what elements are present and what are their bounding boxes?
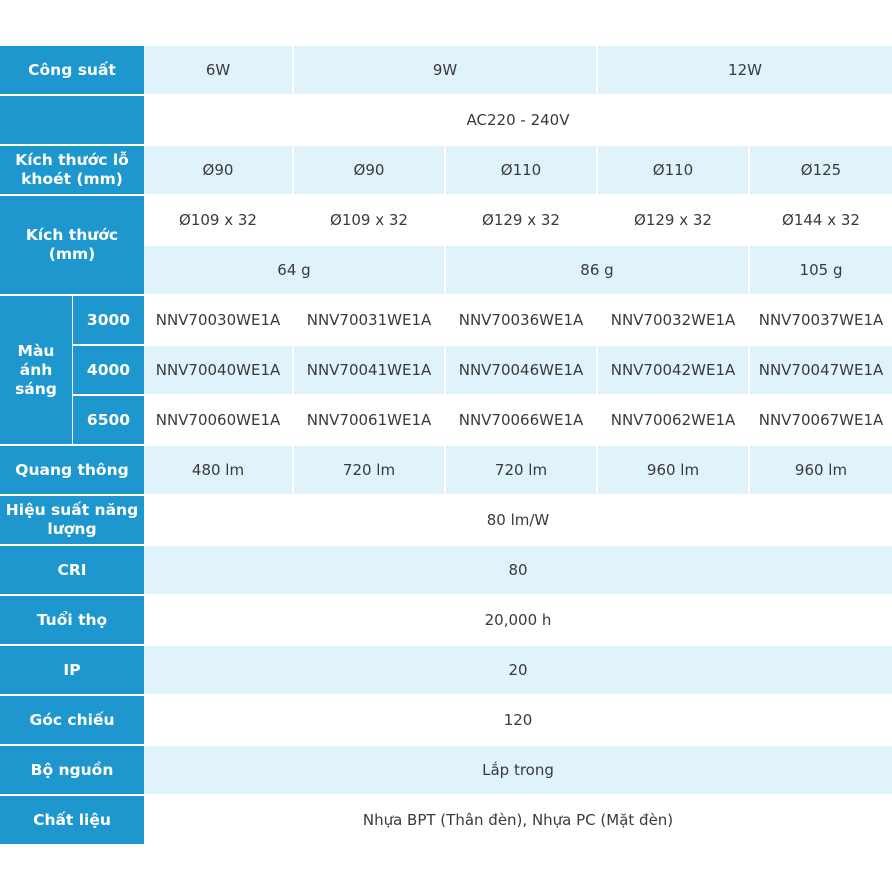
value-cutout: Ø90 <box>294 146 446 196</box>
model-code: NNV70031WE1A <box>294 296 446 346</box>
value-weight: 105 g <box>750 246 892 296</box>
model-code: NNV70037WE1A <box>750 296 892 346</box>
row-ip <box>0 646 892 696</box>
model-code: NNV70066WE1A <box>446 396 598 446</box>
model-code: NNV70040WE1A <box>144 346 294 396</box>
label-power: Công suất <box>0 46 144 96</box>
label-voltage-empty <box>0 96 144 146</box>
value-driver: Lắp trong <box>144 746 892 796</box>
value-power-6w: 6W <box>144 46 294 96</box>
value-flux: 960 lm <box>750 446 892 496</box>
value-cutout: Ø125 <box>750 146 892 196</box>
value-cutout: Ø90 <box>144 146 294 196</box>
row-color-6500 <box>0 396 892 446</box>
model-code: NNV70032WE1A <box>598 296 750 346</box>
value-cutout: Ø110 <box>446 146 598 196</box>
value-cri: 80 <box>144 546 892 596</box>
model-code: NNV70061WE1A <box>294 396 446 446</box>
value-material: Nhựa BPT (Thân đèn), Nhựa PC (Mặt đèn) <box>144 796 892 846</box>
label-temp-4000: 4000 <box>72 346 144 396</box>
model-code: NNV70036WE1A <box>446 296 598 346</box>
value-size: Ø129 x 32 <box>598 196 750 246</box>
model-code: NNV70062WE1A <box>598 396 750 446</box>
spec-table <box>0 46 892 846</box>
value-cutout: Ø110 <box>598 146 750 196</box>
model-code: NNV70060WE1A <box>144 396 294 446</box>
label-temp-6500: 6500 <box>72 396 144 446</box>
row-cri <box>0 546 892 596</box>
value-power-9w: 9W <box>294 46 598 96</box>
row-efficiency <box>0 496 892 546</box>
model-code: NNV70067WE1A <box>750 396 892 446</box>
label-flux: Quang thông <box>0 446 144 496</box>
label-lifetime: Tuổi thọ <box>0 596 144 646</box>
label-angle: Góc chiếu <box>0 696 144 746</box>
model-code: NNV70042WE1A <box>598 346 750 396</box>
model-code: NNV70047WE1A <box>750 346 892 396</box>
value-size: Ø144 x 32 <box>750 196 892 246</box>
label-size: Kích thước (mm) <box>0 196 144 296</box>
label-cutout: Kích thước lỗ khoét (mm) <box>0 146 144 196</box>
row-voltage <box>0 96 892 146</box>
value-weight: 86 g <box>446 246 750 296</box>
row-material <box>0 796 892 846</box>
label-cri: CRI <box>0 546 144 596</box>
value-flux: 720 lm <box>294 446 446 496</box>
row-color-4000 <box>0 346 892 396</box>
value-flux: 480 lm <box>144 446 294 496</box>
value-size: Ø109 x 32 <box>144 196 294 246</box>
label-efficiency: Hiệu suất năng lượng <box>0 496 144 546</box>
value-weight: 64 g <box>144 246 446 296</box>
row-cutout <box>0 146 892 196</box>
value-voltage: AC220 - 240V <box>144 96 892 146</box>
model-code: NNV70046WE1A <box>446 346 598 396</box>
label-material: Chất liệu <box>0 796 144 846</box>
value-angle: 120 <box>144 696 892 746</box>
value-flux: 720 lm <box>446 446 598 496</box>
label-color: Màu ánh sáng <box>0 296 72 446</box>
row-angle <box>0 696 892 746</box>
model-code: NNV70041WE1A <box>294 346 446 396</box>
value-ip: 20 <box>144 646 892 696</box>
value-size: Ø129 x 32 <box>446 196 598 246</box>
label-temp-3000: 3000 <box>72 296 144 346</box>
row-color-3000 <box>0 296 892 346</box>
row-power <box>0 46 892 96</box>
value-flux: 960 lm <box>598 446 750 496</box>
value-size: Ø109 x 32 <box>294 196 446 246</box>
row-size <box>0 196 892 246</box>
model-code: NNV70030WE1A <box>144 296 294 346</box>
row-flux <box>0 446 892 496</box>
label-driver: Bộ nguồn <box>0 746 144 796</box>
value-lifetime: 20,000 h <box>144 596 892 646</box>
row-lifetime <box>0 596 892 646</box>
label-ip: IP <box>0 646 144 696</box>
value-power-12w: 12W <box>598 46 892 96</box>
row-driver <box>0 746 892 796</box>
value-efficiency: 80 lm/W <box>144 496 892 546</box>
